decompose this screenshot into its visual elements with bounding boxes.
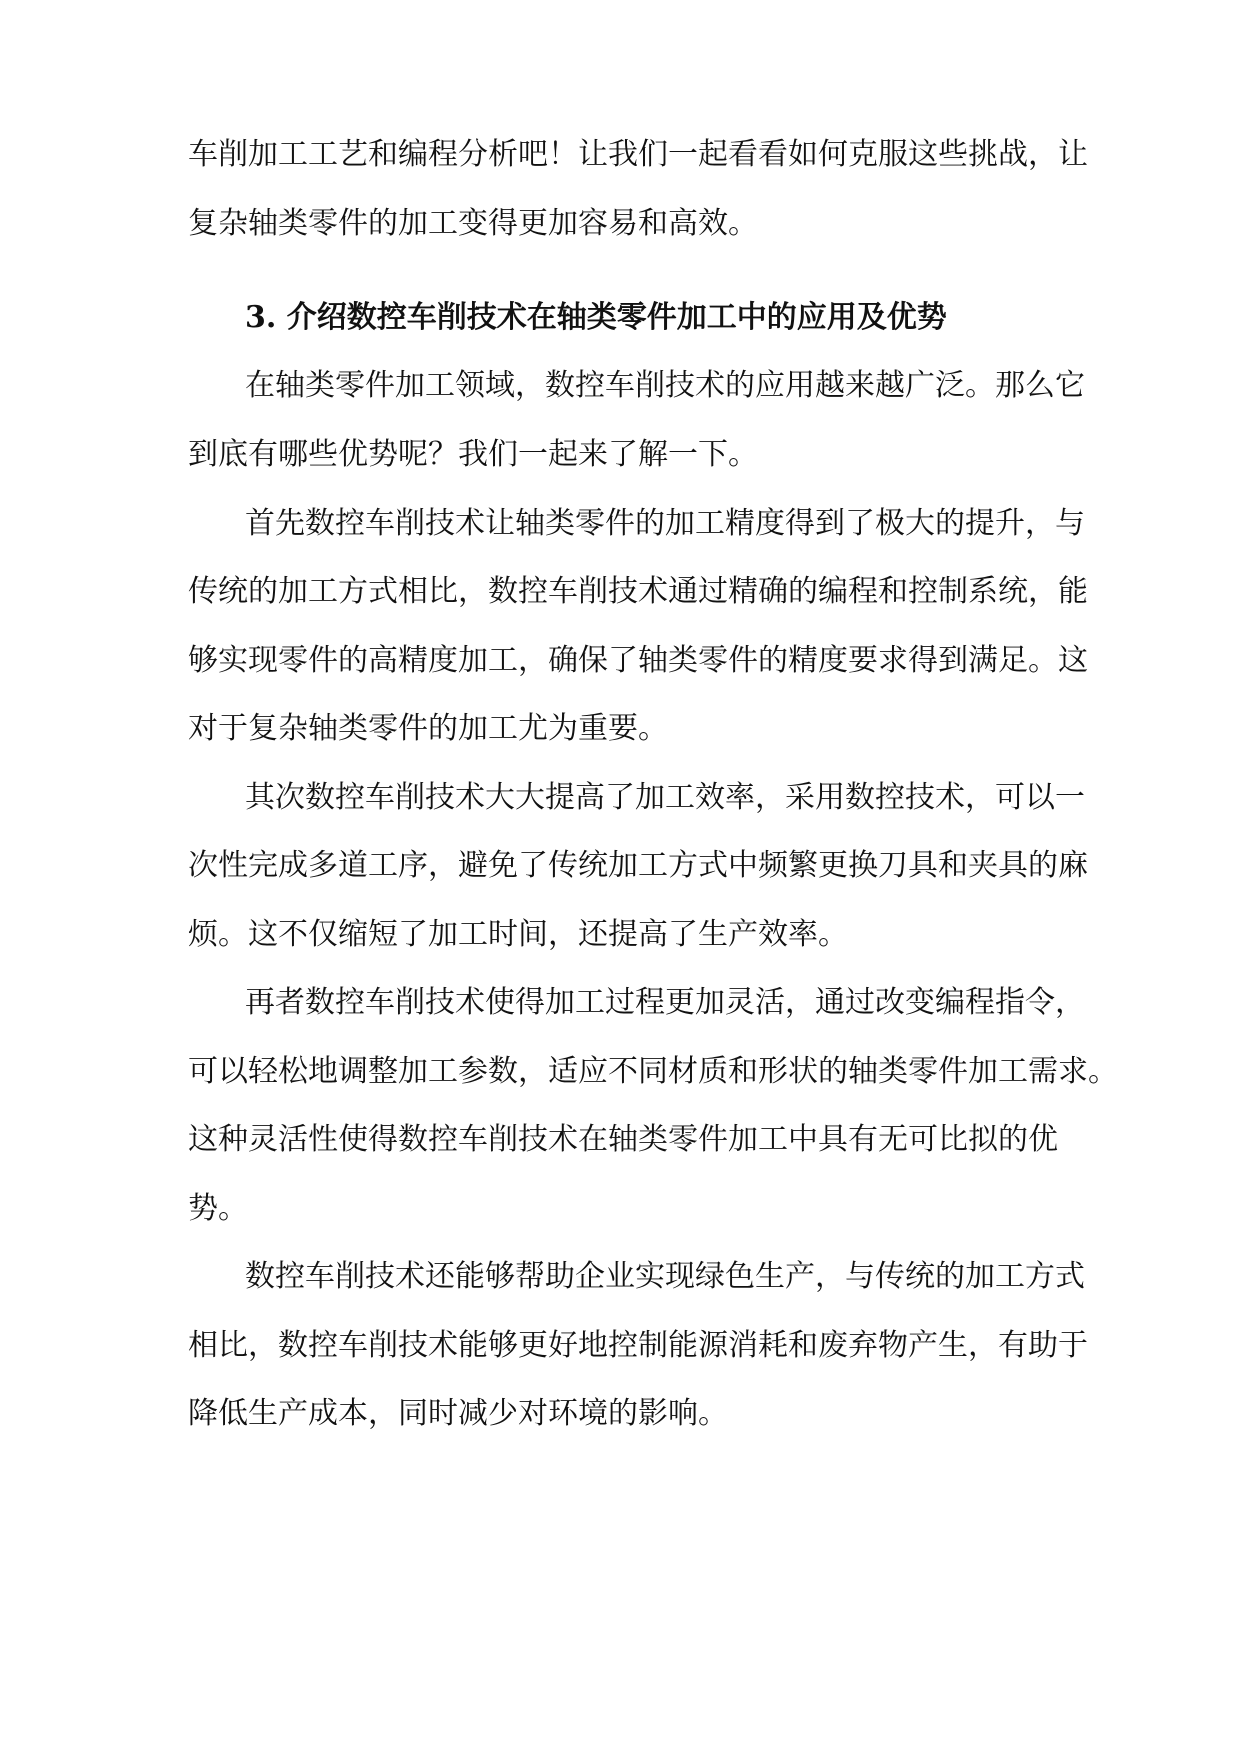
paragraph-line: 对于复杂轴类零件的加工尤为重要。 — [188, 711, 668, 746]
paragraph-line: 烦。这不仅缩短了加工时间，还提高了生产效率。 — [188, 917, 848, 952]
paragraph-line: 传统的加工方式相比，数控车削技术通过精确的编程和控制系统，能 — [188, 574, 1088, 609]
paragraph-line: 在轴类零件加工领域，数控车削技术的应用越来越广泛。那么它 — [245, 368, 1085, 403]
paragraph-line: 数控车削技术还能够帮助企业实现绿色生产，与传统的加工方式 — [245, 1259, 1085, 1294]
paragraph-line: 其次数控车削技术大大提高了加工效率，采用数控技术，可以一 — [245, 780, 1085, 815]
paragraph-line: 这种灵活性使得数控车削技术在轴类零件加工中具有无可比拟的优 — [188, 1122, 1058, 1157]
paragraph-line: 可以轻松地调整加工参数，适应不同材质和形状的轴类零件加工需求。 — [188, 1054, 1118, 1089]
paragraph-line: 次性完成多道工序，避免了传统加工方式中频繁更换刀具和夹具的麻 — [188, 848, 1088, 883]
paragraph-line: 再者数控车削技术使得加工过程更加灵活，通过改变编程指令， — [245, 985, 1085, 1020]
section-heading: 3. 介绍数控车削技术在轴类零件加工中的应用及优势 — [245, 300, 947, 335]
paragraph-line: 相比，数控车削技术能够更好地控制能源消耗和废弃物产生，有助于 — [188, 1328, 1088, 1363]
paragraph-line: 复杂轴类零件的加工变得更加容易和高效。 — [188, 206, 758, 241]
paragraph-line: 车削加工工艺和编程分析吧！让我们一起看看如何克服这些挑战，让 — [188, 137, 1088, 172]
paragraph-line: 势。 — [188, 1191, 248, 1226]
paragraph-line: 降低生产成本，同时减少对环境的影响。 — [188, 1396, 728, 1431]
paragraph-line: 到底有哪些优势呢？我们一起来了解一下。 — [188, 437, 758, 472]
paragraph-line: 首先数控车削技术让轴类零件的加工精度得到了极大的提升，与 — [245, 506, 1085, 541]
paragraph-line: 够实现零件的高精度加工，确保了轴类零件的精度要求得到满足。这 — [188, 643, 1088, 678]
